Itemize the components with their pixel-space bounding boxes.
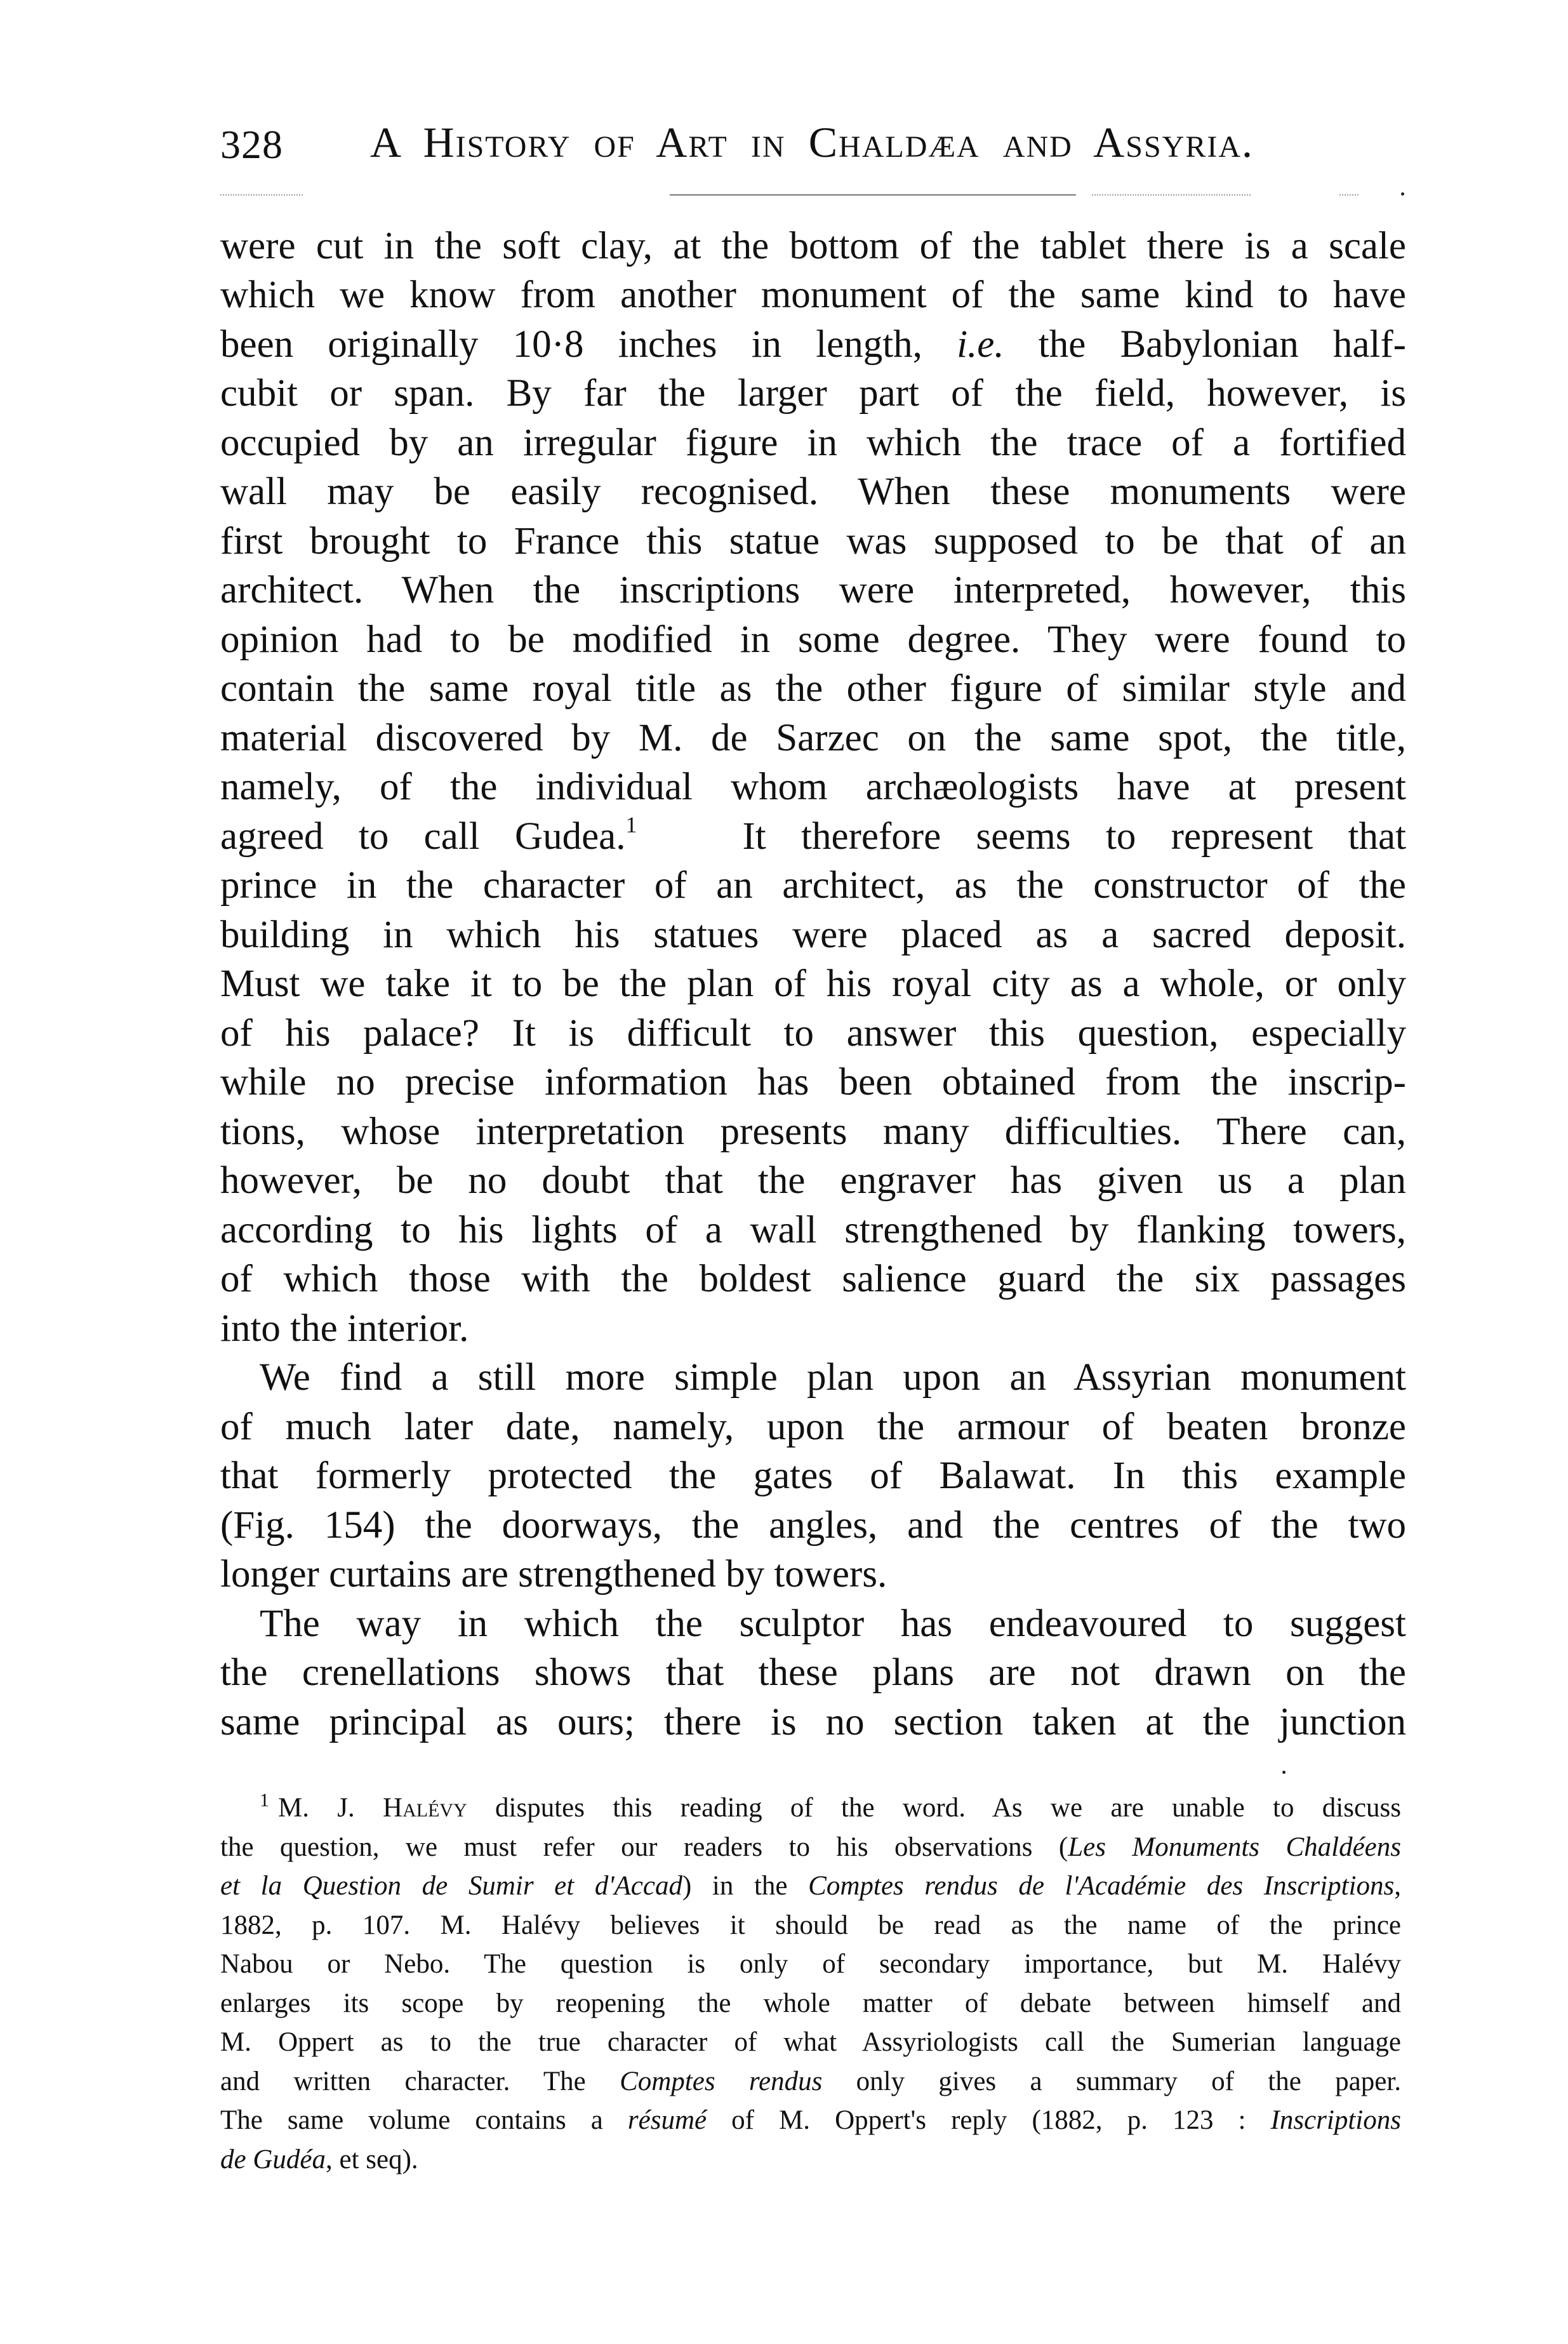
footnote-line: enlarges its scope by reopening the whole matter of debate between himself and [220,1988,1401,2018]
text-line: prince in the character of an architect, as the constructor of the [220,864,1406,907]
text-line: material discovered by M. de Sarzec on the same spot, the title, [220,717,1406,759]
footnote-line: 1882, p. 107. M. Halévy believes it should be read as the name of the prince [220,1910,1401,1940]
text-line: wall may be easily recognised. When these monuments were [220,470,1406,513]
italic-title: Comptes rendus de l'Académie des Inscriptions [808,1871,1395,1901]
text-line: contain the same royal title as the other figure of similar style and [220,667,1406,710]
header-rule [670,194,1076,196]
text-line [220,812,1406,861]
italic-title: Les Monuments Chaldéens [1068,1832,1402,1862]
footnote-line [220,2062,1401,2101]
text-line: however, be no doubt that the engraver has given us a plan [220,1159,1406,1202]
italic-word: résumé [627,2105,707,2135]
text-line: Must we take it to be the plan of his royal city as a whole, or only [220,962,1406,1005]
text-line: architect. When the inscriptions were interpreted, however, this [220,569,1406,611]
text-line: namely, of the individual whom archæologists have at present [220,766,1406,808]
paragraph-start-line: The way in which the sculptor has endeavoured to suggest [260,1602,1406,1645]
text-line: according to his lights of a wall strengthened by flanking towers, [220,1209,1406,1251]
text-line: that formerly protected the gates of Balawat. In this example [220,1455,1406,1497]
footnote-line [220,1788,1401,1828]
text-line: were cut in the soft clay, at the bottom of the tablet there is a scale [220,225,1406,267]
italic-abbreviation: i.e. [957,323,1004,366]
text-span: , [1394,1871,1401,1901]
text-span: the question, we must refer our readers to his observations ( [220,1832,1068,1862]
header-rule [1092,194,1251,196]
text-line: same principal as ours; there is no section taken at the junction [220,1701,1406,1743]
text-line: which we know from another monument of the same kind to have [220,274,1406,316]
text-line: of which those with the boldest salience guard the six passages [220,1258,1406,1300]
paragraph-start-line: We find a still more simple plan upon an Assyrian monument [260,1356,1406,1399]
text-span: disputes this reading of the word. As we are unable to discuss [467,1793,1402,1823]
footnote-line [220,1867,1401,1906]
footnote-line: Nabou or Nebo. The question is only of secondary importance, but M. Halévy [220,1949,1401,1979]
text-span: ) in the [682,1871,809,1901]
text-line: first brought to France this statue was supposed to be that of an [220,520,1406,563]
text-span: M. J. [278,1793,383,1823]
text-line: while no precise information has been obtained from the inscrip- [220,1061,1406,1103]
text-line: cubit or span. By far the larger part of the field, however, is [220,372,1406,415]
header-rule [220,194,303,196]
running-title: A History of Art in Chaldæa and Assyria. [370,118,1254,166]
text-line: the crenellations shows that these plans are not drawn on the [220,1651,1406,1694]
footnote-line [220,2101,1401,2140]
italic-title: et la Question de Sumir et d'Accad [220,1871,682,1901]
header-rule [1339,194,1359,196]
footnote-marker: 1 [260,1790,269,1811]
text-span: The same volume contains a [220,2105,628,2135]
text-line: building in which his statues were placed as a sacred deposit. [220,914,1406,956]
print-speck [1282,1771,1286,1774]
footnote-line [220,1828,1401,1867]
text-span: been originally 10·8 inches in length, [220,323,957,366]
text-line [220,320,1406,369]
header-rule-dot [1401,192,1404,196]
text-line: (Fig. 154) the doorways, the angles, and the centres of the two [220,1504,1406,1547]
text-line: tions, whose interpretation presents many difficulties. There can, [220,1110,1406,1153]
text-span: agreed to call Gudea. [220,815,626,858]
footnote-line: M. Oppert as to the true character of what Assyriologists call the Sumerian language [220,2027,1401,2057]
text-line: occupied by an irregular figure in which the trace of a fortified [220,422,1406,464]
text-span: of M. Oppert's reply (1882, p. 123 : [707,2105,1271,2135]
text-span: , et seq). [325,2145,418,2174]
text-span: It therefore seems to represent that [742,815,1406,858]
italic-title: Inscriptions [1270,2105,1401,2135]
text-line: opinion had to be modified in some degree. They were found to [220,618,1406,661]
paragraph-end-line: into the interior. [220,1307,469,1350]
paragraph-end-line: longer curtains are strengthened by towers. [220,1553,887,1595]
page-number: 328 [220,122,283,167]
footnote-reference[interactable]: 1 [625,812,637,837]
text-span: the Babylonian half- [1004,323,1406,366]
text-span: only gives a summary of the paper. [822,2067,1401,2096]
author-name: Halévy [383,1793,467,1823]
text-span: and written character. The [220,2067,620,2096]
text-line: of his palace? It is difficult to answer this question, especially [220,1012,1406,1055]
footnote-line [220,2140,1401,2180]
italic-title: Comptes rendus [620,2067,823,2096]
text-line: of much later date, namely, upon the armour of beaten bronze [220,1406,1406,1448]
italic-title: de Gudéa [220,2145,326,2174]
